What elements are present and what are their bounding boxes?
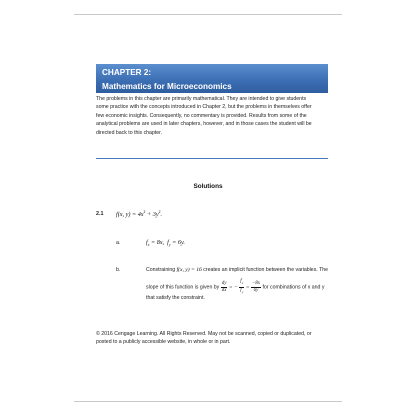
intro-line: analytical problems are used in later chapters, however, and in those cases the student will be [96,121,312,128]
intro-divider [96,158,328,159]
constraint-math: f(x, y) = 16 [176,267,202,273]
part-b-line-3: that satisfy the constraint. [146,295,205,301]
intro-line: few economic insights. Consequently, no commentary is provided. Results from some of the [96,112,307,119]
part-b-line-1 [146,267,328,273]
intro-line: The problems in this chapter are primarily mathematical. They are intended to give students [96,96,307,102]
chapter-title: Mathematics for Microeconomics [102,82,232,91]
problem-number: 2.1 [96,211,104,217]
part-a-label: a. [116,240,121,246]
part-b-post: creates an implicit function between the variables. The [203,267,329,273]
part-b-label: b. [116,267,121,273]
chapter-number: CHAPTER 2: [102,68,152,77]
problem-equation: f(x, $y) = 4x^2 + 3y^2$. [116,210,163,219]
dydx-fraction: $\frac{dy}{dx}$ [221,281,227,293]
chapter-intro [96,95,332,137]
part-b-line-2: slope of this function is given by $\frac{dy}{dx}$ = − $\frac{f_x}{f_y}$ = $\frac{-8x}{6y}$ for combinations of x and y [146,279,325,294]
top-divider [74,14,342,15]
intro-line: some practice with the concepts introduced in Chapter 2, but the problems in themselves offer [96,104,312,111]
bottom-divider [74,401,342,402]
intro-line: directed back to this chapter. [96,129,163,136]
footer-line: posted to a publicly accessible website, in whole or in part. [96,339,231,346]
part-b-pre: Constraining [146,267,176,273]
ratio-fraction: $\frac{-8x}{6y}$ [251,281,261,293]
part-a-equation: $f_x = 8x$, $f_y = 6y$. [146,239,185,248]
solutions-heading: Solutions [193,183,223,190]
chapter-banner [96,64,328,93]
slope-post: for combinations of x and y [262,284,325,291]
slope-pre: slope of this function is given by [146,284,220,291]
footer-line: © 2016 Cengage Learning. All Rights Reserved. May not be scanned, copied or duplicated, or [96,331,312,337]
copyright-footer [96,330,336,347]
fx-fy-fraction: $\frac{f_x}{f_y}$ [240,279,244,294]
